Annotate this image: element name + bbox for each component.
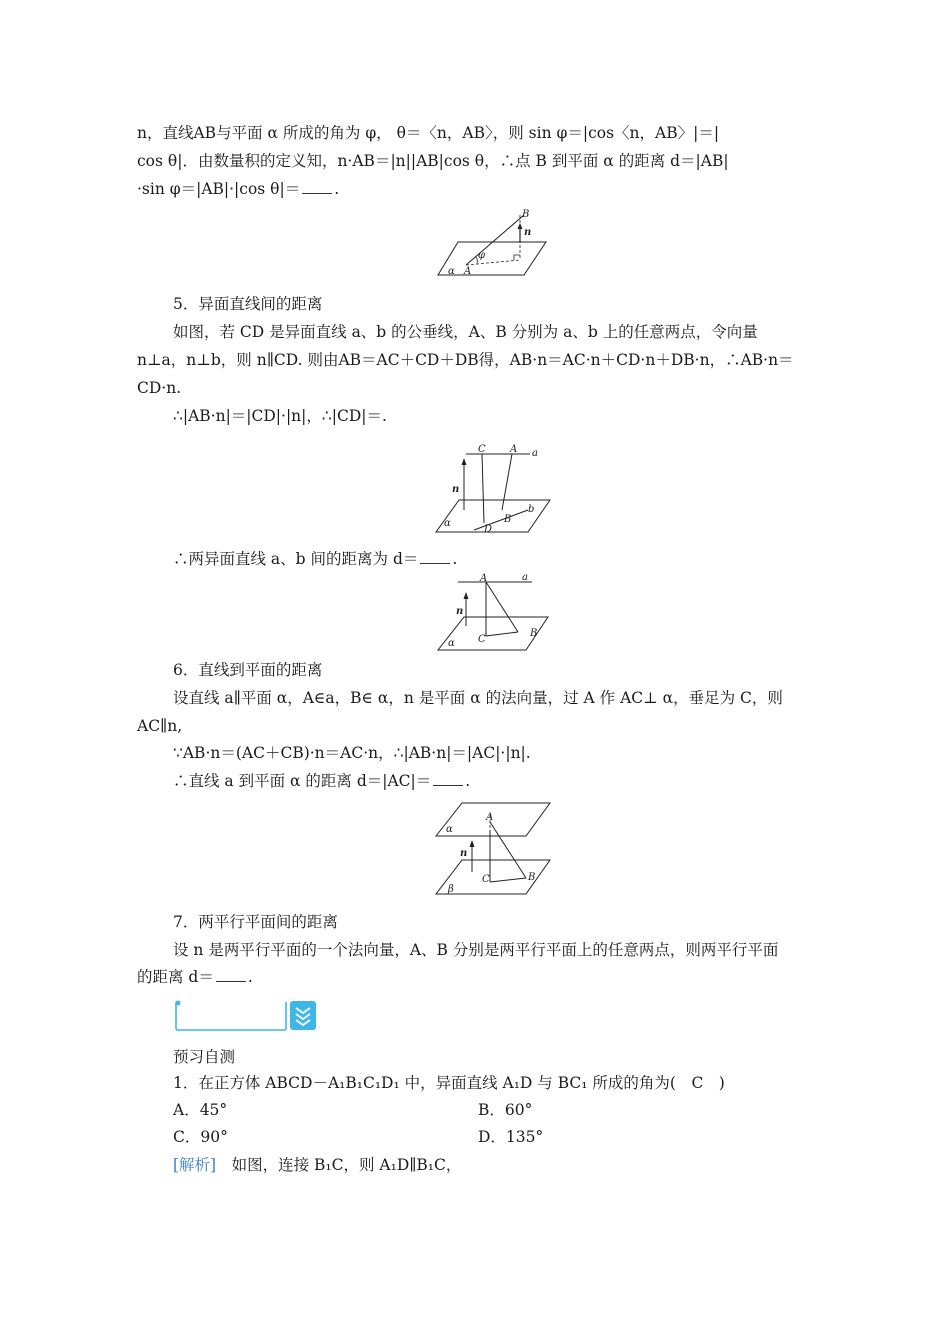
answer-blank	[302, 179, 332, 194]
fig2-label-n: n	[452, 484, 460, 495]
fig1-label-B: B	[522, 209, 530, 220]
figure-line-distance	[436, 572, 552, 652]
section-6-p3: ∵AB·n＝(AC＋CB)·n＝AC·n，∴|AB·n|＝|AC|·|n|.	[173, 744, 531, 762]
option-D: D．135°	[478, 1128, 544, 1146]
fig2-label-D: D	[484, 524, 493, 535]
jiexi-line	[173, 1155, 815, 1175]
fig4-label-B: B	[528, 872, 536, 883]
section-5-p4: ∴|AB·n|＝|CD|·|n|，∴|CD|＝.	[173, 407, 387, 425]
section-7-p2: 的距离 d＝ .	[137, 968, 253, 986]
fig2-label-b: b	[528, 504, 535, 515]
answer-blank	[433, 771, 463, 786]
fig4-label-alpha: α	[446, 824, 453, 835]
fig2-label-alpha: α	[444, 518, 451, 529]
section-7-heading: 7．两平行平面间的距离	[173, 913, 338, 931]
section-6-heading: 6．直线到平面的距离	[173, 661, 323, 679]
fig3-label-B: B	[530, 628, 538, 639]
section-5-p3: CD·n.	[137, 379, 182, 397]
option-A: A．45°	[173, 1101, 228, 1119]
section-7-p1: 设 n 是两平行平面的一个法向量，A、B 分别是两平行平面上的任意两点，则两平行平面	[173, 941, 779, 959]
fig3-label-A: A	[480, 573, 488, 584]
para-top-line3: ·sin φ＝|AB|·|cos θ|＝ .	[137, 180, 340, 198]
section-6-p1: 设直线 a∥平面 α，A∈a，B∈ α，n 是平面 α 的法向量，过 A 作 AC⊥ α，垂足为 C，则	[173, 689, 783, 707]
option-C: C．90°	[173, 1128, 228, 1146]
fig3-label-n: n	[456, 606, 464, 617]
jiexi-text: 如图，连接 B₁C，则 A₁D∥B₁C，	[216, 1156, 462, 1174]
section-6-p4: ∴直线 a 到平面 α 的距离 d＝|AC|＝ .	[173, 772, 471, 790]
para-top-line1: n，直线AB与平面 α 所成的角为 φ， θ＝〈n，AB〉，则 sin φ＝|cos〈n，AB〉|＝|	[137, 124, 720, 142]
section-5-heading: 5．异面直线间的距离	[173, 295, 323, 313]
option-B: B．60°	[478, 1101, 533, 1119]
para-top-line2: cos θ|．由数量积的定义知，n·AB＝|n||AB|cos θ，∴点 B 到平面 α 的距离 d＝|AB|	[137, 152, 729, 170]
section-5-p5: ∴两异面直线 a、b 间的距离为 d＝ .	[173, 550, 458, 568]
figure-skew-lines	[434, 440, 554, 535]
fig4-label-n: n	[460, 848, 468, 859]
double-chevron-down-icon	[290, 1001, 316, 1030]
self-test-q1: 1．在正方体 ABCD－A₁B₁C₁D₁ 中，异面直线 A₁D 与 BC₁ 所成的角为( C )	[173, 1074, 725, 1092]
answer-blank	[216, 967, 246, 982]
answer-blank	[420, 549, 450, 564]
fig3-label-C: C	[478, 634, 486, 645]
self-test-heading: 预习自测	[173, 1048, 236, 1066]
fig2-label-B: B	[504, 514, 512, 525]
jiexi-tag: [解析]	[173, 1156, 217, 1174]
fig1-label-phi: φ	[478, 250, 486, 261]
fig4-label-C: C	[482, 874, 490, 885]
figure-parallel-planes	[434, 800, 554, 898]
fig2-label-C: C	[478, 444, 486, 455]
section-5-p2: n⊥a，n⊥b，则 n∥CD. 则由AB＝AC＋CD＋DB得，AB·n＝AC·n＋CD·n＋DB·n，∴AB·n＝	[137, 351, 794, 369]
section-5-p1: 如图，若 CD 是异面直线 a、b 的公垂线，A、B 分别为 a、b 上的任意两点，令向量	[173, 323, 758, 341]
figure-plane-angle	[436, 205, 548, 280]
fig3-label-a: a	[522, 572, 528, 583]
fig1-label-alpha: α	[448, 266, 455, 277]
fig2-label-A: A	[510, 444, 518, 455]
fig4-label-A: A	[486, 812, 494, 823]
section-6-p2: AC∥n,	[137, 717, 183, 735]
fig3-label-alpha: α	[448, 638, 455, 649]
fig4-label-beta: β	[448, 884, 454, 895]
fig2-label-a: a	[532, 448, 538, 459]
section-banner	[174, 998, 316, 1032]
fig1-label-A: A	[464, 266, 472, 277]
fig1-label-n: n	[524, 227, 532, 238]
